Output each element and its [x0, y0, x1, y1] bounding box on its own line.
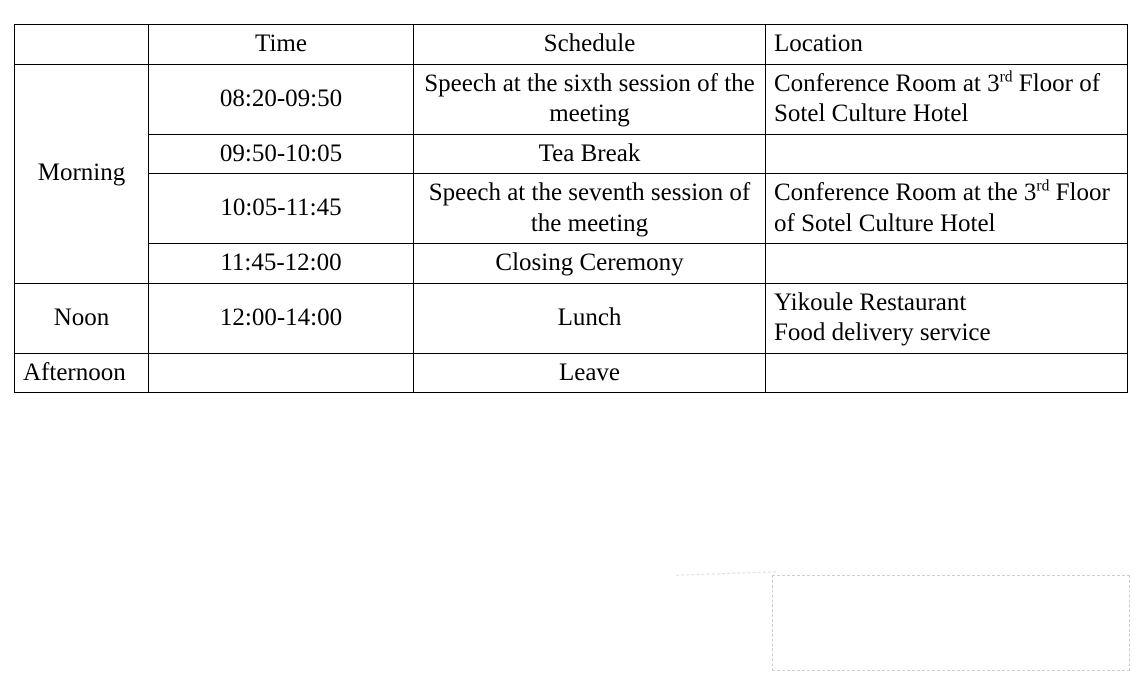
scan-artifact-box [772, 575, 1130, 671]
schedule-seventh-session: Speech at the seventh session of the meeting [414, 174, 766, 244]
location-yikoule-restaurant [766, 283, 1128, 353]
header-schedule: Schedule [414, 25, 766, 65]
schedule-sixth-session: Speech at the sixth session of the meeting [414, 64, 766, 134]
location-empty-tea-break [766, 134, 1128, 174]
period-noon: Noon [15, 283, 149, 353]
schedule-closing-ceremony: Closing Ceremony [414, 244, 766, 284]
period-afternoon: Afternoon [15, 353, 149, 393]
table-row [15, 244, 1128, 284]
location-text-pre: Conference Room at 3 [774, 69, 1000, 97]
location-line-2: Food delivery service [774, 319, 991, 346]
location-text-pre: Conference Room at the 3 [774, 179, 1037, 206]
scan-artifact-line [676, 571, 776, 575]
table-row [15, 174, 1128, 244]
time-empty-afternoon [149, 353, 414, 393]
schedule-lunch: Lunch [414, 283, 766, 353]
schedule-tea-break: Tea Break [414, 134, 766, 174]
location-text-post: Floor of Sotel Culture Hotel [774, 179, 1110, 237]
location-ordinal-suffix: rd [999, 68, 1013, 86]
location-empty-closing [766, 244, 1128, 284]
table-header-row [15, 25, 1128, 65]
location-conference-room-3rd-2 [766, 174, 1128, 244]
header-period [15, 25, 149, 65]
location-line-1: Yikoule Restaurant [774, 288, 967, 316]
schedule-leave: Leave [414, 353, 766, 393]
header-location: Location [766, 25, 1128, 65]
location-text-post: Floor of Sotel Culture Hotel [774, 69, 1101, 127]
time-1200-1400: 12:00-14:00 [149, 283, 414, 353]
table-row [15, 134, 1128, 174]
location-conference-room-3rd [766, 64, 1128, 134]
period-morning: Morning [15, 64, 149, 283]
schedule-table [14, 24, 1128, 393]
time-0820-0950: 08:20-09:50 [149, 64, 414, 134]
time-1145-1200: 11:45-12:00 [149, 244, 414, 284]
table-row [15, 283, 1128, 353]
table-row [15, 353, 1128, 393]
location-empty-afternoon [766, 353, 1128, 393]
time-1005-1145: 10:05-11:45 [149, 174, 414, 244]
location-ordinal-suffix: rd [1036, 177, 1050, 195]
header-time: Time [149, 25, 414, 65]
table-row [15, 64, 1128, 134]
time-0950-1005: 09:50-10:05 [149, 134, 414, 174]
